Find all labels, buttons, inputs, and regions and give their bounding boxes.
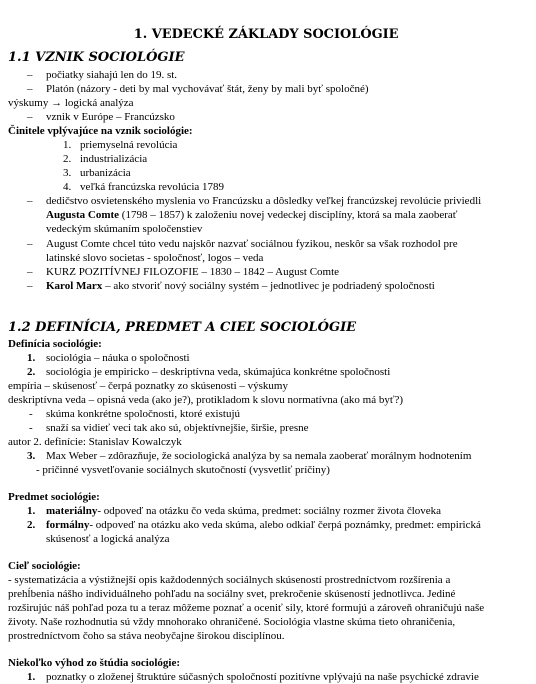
list-number: 3. bbox=[63, 167, 72, 179]
paragraph-line: rozširujúc náš pohľad poza tu a teraz môžeme poznať a oceniť sily, ktoré formujú a zároveň ohraničujú naše bbox=[8, 602, 485, 614]
dash-bullet: - bbox=[29, 422, 33, 434]
definition-heading: Definícia sociológie: bbox=[8, 338, 102, 350]
text-line: výskumy → logická analýza bbox=[8, 97, 134, 109]
list-item: veľká francúzska revolúcia 1789 bbox=[80, 181, 225, 193]
list-item: Max Weber – zdôrazňuje, že sociologická analýza by sa nemala zaoberať morálnym hodnotením bbox=[46, 450, 472, 462]
term-label: materiálny bbox=[46, 505, 98, 517]
text-line: Platón (názory - deti by mal vychovávať štát, ženy by mali byť spoločné) bbox=[46, 83, 369, 95]
list-number: 1. bbox=[27, 505, 36, 517]
document-title: 1. VEDECKÉ ZÁKLADY SOCIOLÓGIE bbox=[133, 27, 399, 42]
text-line: August Comte chcel túto vedu najskôr nazvať sociálnou fyzikou, neskôr sa však rozhodol pre bbox=[46, 238, 458, 250]
text-line: vznik v Európe – Francúzsko bbox=[46, 111, 175, 123]
text-line: skúma konkrétne spoločnosti, ktoré existujú bbox=[46, 408, 240, 420]
text-fragment: - odpoveď na otázku čo veda skúma, predmet: sociálny rozmer života človeka bbox=[97, 505, 442, 517]
list-item: poznatky o zloženej štruktúre súčasných spoločností pozitívne vplývajú na naše psychické zdravie bbox=[46, 671, 479, 683]
list-item: sociológia – náuka o spoločnosti bbox=[46, 352, 190, 364]
text-fragment: (1798 – 1857) k založeniu novej vedeckej disciplíny, ktorá sa mala zaoberať bbox=[119, 209, 458, 221]
text-line: - pričinné vysvetľovanie sociálnych skutočností (vysvetliť príčiny) bbox=[36, 464, 330, 476]
list-number: 1. bbox=[27, 352, 36, 364]
text-fragment: – ako stvoriť nový sociálny systém – jednotlivec je podriadený spoločnosti bbox=[102, 280, 435, 292]
dash-bullet: – bbox=[27, 266, 33, 278]
term-label: formálny bbox=[46, 519, 90, 531]
text-line: empíria – skúsenosť – čerpá poznatky zo skúsenosti – výskumy bbox=[8, 380, 288, 392]
dash-bullet: – bbox=[27, 195, 33, 207]
text-line: vedeckým skúmaním spoločenstiev bbox=[46, 223, 203, 235]
goal-heading: Cieľ sociológie: bbox=[8, 560, 81, 572]
text-line: latinské slovo societas - spoločnosť, logos – veda bbox=[46, 252, 264, 264]
subject-heading: Predmet sociológie: bbox=[8, 491, 100, 503]
person-name: Augusta Comte bbox=[46, 209, 120, 221]
text-line: snaží sa vidieť veci tak ako sú, objektívnejšie, širšie, presne bbox=[46, 422, 309, 434]
list-item bbox=[46, 504, 441, 518]
benefits-heading: Niekoľko výhod zo štúdia sociológie: bbox=[8, 657, 181, 669]
list-item: sociológia je empiricko – deskriptívna veda, skúmajúca konkrétne spoločnosti bbox=[46, 366, 391, 378]
list-number: 1. bbox=[27, 671, 36, 683]
list-item: priemyselná revolúcia bbox=[80, 139, 178, 151]
paragraph-line: prostredníctvom čoho sa stáva neobyčajne širokou disciplínou. bbox=[8, 630, 285, 642]
list-number: 2. bbox=[63, 153, 72, 165]
text-line: KURZ POZITÍVNEJ FILOZOFIE – 1830 – 1842 – August Comte bbox=[46, 266, 340, 278]
text-line: deskriptívna veda – opisná veda (ako je?), protikladom k slovu normatívna (ako má byť?) bbox=[8, 394, 404, 406]
text-line: skúsenosť a logická analýza bbox=[46, 533, 170, 545]
section-heading-1-2: 1.2 DEFINÍCIA, PREDMET A CIEĽ SOCIOLÓGIE bbox=[8, 320, 357, 335]
list-number: 2. bbox=[27, 366, 36, 378]
text-line: autor 2. definície: Stanislav Kowalczyk bbox=[8, 436, 182, 448]
dash-bullet: – bbox=[27, 69, 33, 81]
factors-heading: Činitele vplývajúce na vznik sociológie: bbox=[8, 125, 193, 137]
text-line bbox=[46, 279, 435, 293]
text-line: dedičstvo osvietenského myslenia vo Francúzsku a dôsledky veľkej francúzskej revolúcie priviedli bbox=[46, 195, 482, 207]
list-item: industrializácia bbox=[80, 153, 148, 165]
person-name: Karol Marx bbox=[46, 280, 103, 292]
dash-bullet: – bbox=[27, 83, 33, 95]
section-heading-1-1: 1.1 VZNIK SOCIOLÓGIE bbox=[8, 50, 185, 65]
dash-bullet: – bbox=[27, 280, 33, 292]
paragraph-line: životy. Naše rozhodnutia sú vždy mnohorako ohraničené. Sociológia vlastne skúma tieto ohraničenia, bbox=[8, 616, 456, 628]
dash-bullet: – bbox=[27, 238, 33, 250]
paragraph-line: prehĺbenia nášho individuálneho pohľadu na sociálny svet, prekročenie skúseností jednotlivca. Jediné bbox=[8, 588, 456, 600]
list-item: urbanizácia bbox=[80, 167, 131, 179]
list-number: 1. bbox=[63, 139, 72, 151]
text-fragment: - odpoveď na otázku ako veda skúma, alebo odkiaľ čerpá poznámky, predmet: empirická bbox=[89, 519, 481, 531]
text-line: počiatky siahajú len do 19. st. bbox=[46, 69, 178, 81]
list-number: 3. bbox=[27, 450, 36, 462]
list-item bbox=[46, 518, 481, 532]
list-number: 4. bbox=[63, 181, 72, 193]
text-line bbox=[46, 208, 457, 222]
list-number: 2. bbox=[27, 519, 36, 531]
dash-bullet: - bbox=[29, 408, 33, 420]
paragraph-line: - systematizácia a výstižnejší opis každodenných sociálnych skúseností prostredníctvom rozšírenia a bbox=[8, 574, 451, 586]
dash-bullet: – bbox=[27, 111, 33, 123]
